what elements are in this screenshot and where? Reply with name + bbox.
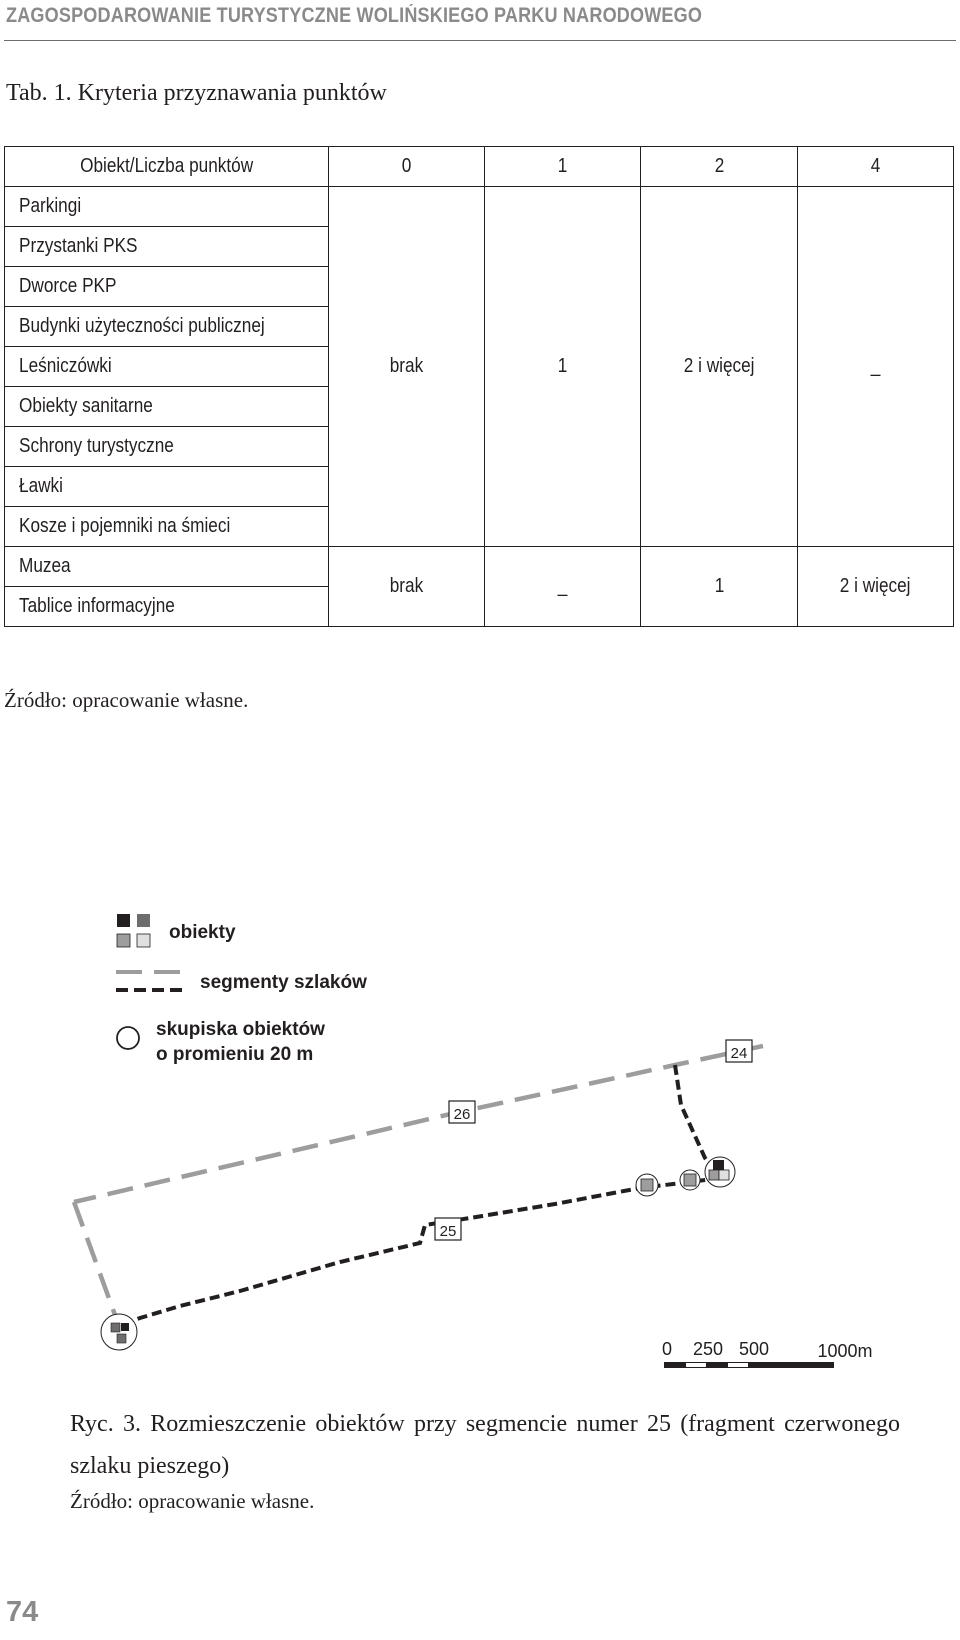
- segment-labels: [435, 1040, 752, 1240]
- figure-caption: Ryc. 3. Rozmieszczenie obiektów przy segmencie numer 25 (fragment czerwonego szlaku pieszego): [70, 1411, 900, 1479]
- object-square-icon: [137, 934, 150, 947]
- page-number: 74: [6, 1596, 39, 1628]
- object-cell: Dworce PKP: [5, 267, 329, 307]
- segment-26-label: 26: [453, 1106, 471, 1123]
- object-square-icon: [137, 914, 150, 927]
- column-header: 2: [641, 147, 797, 187]
- object-cell: Muzea: [5, 547, 329, 587]
- object-square-icon: [117, 934, 130, 947]
- object-square-icon: [111, 1323, 120, 1332]
- object-square-icon: [719, 1170, 729, 1180]
- scale-tick-500: 500: [738, 1339, 770, 1359]
- table-header-row: [5, 147, 954, 187]
- object-cell: Tablice informacyjne: [5, 587, 329, 627]
- object-clusters: [101, 1157, 735, 1350]
- object-cell: Przystanki PKS: [5, 227, 329, 267]
- value-cell: _: [797, 187, 953, 547]
- legend-segments-label: segmenty szlaków: [200, 972, 367, 993]
- value-cell: brak: [328, 547, 484, 627]
- segment-25-trail: [119, 1178, 720, 1326]
- object-cell: Schrony turystyczne: [5, 427, 329, 467]
- legend-clusters-label-2: o promieniu 20 m: [156, 1044, 314, 1065]
- object-square-icon: [121, 1323, 129, 1331]
- criteria-table: [4, 146, 954, 627]
- scale-tick-0: 0: [661, 1339, 673, 1359]
- table-row: [5, 547, 954, 587]
- segment-24-label: 24: [730, 1045, 748, 1062]
- object-square-icon: [709, 1170, 719, 1180]
- column-header: Obiekt/Liczba punktów: [5, 147, 329, 187]
- scale-bar: [662, 1339, 873, 1368]
- object-cell: Budynki użyteczności publicznej: [5, 307, 329, 347]
- object-cell: Ławki: [5, 467, 329, 507]
- scale-tick-250: 250: [692, 1339, 724, 1359]
- value-cell: 2 i więcej: [641, 187, 797, 547]
- value-cell: brak: [328, 187, 484, 547]
- running-head: ZAGOSPODAROWANIE TURYSTYCZNE WOLIŃSKIEGO PARKU NARODOWEGO: [6, 4, 703, 27]
- scale-tick-1000: 1000m: [817, 1341, 873, 1361]
- object-cell: Parkingi: [5, 187, 329, 227]
- object-square-icon: [641, 1179, 653, 1191]
- value-cell: 1: [485, 187, 641, 547]
- legend-clusters-label-1: skupiska obiektów: [156, 1019, 325, 1040]
- legend-objects-label: obiekty: [169, 922, 236, 943]
- column-header: 4: [797, 147, 953, 187]
- map-legend: [116, 914, 367, 1065]
- column-header: 0: [328, 147, 484, 187]
- segment-26-trail: [74, 1046, 763, 1202]
- object-cell: Obiekty sanitarne: [5, 387, 329, 427]
- object-square-icon: [117, 1334, 126, 1343]
- table-source: Źródło: opracowanie własne.: [4, 688, 249, 712]
- scale-bar-segment: [728, 1363, 748, 1367]
- object-cell: Kosze i pojemniki na śmieci: [5, 507, 329, 547]
- table-row: [5, 187, 954, 227]
- value-cell: 1: [641, 547, 797, 627]
- trail-segments: [74, 1046, 763, 1326]
- segment-25-label: 25: [439, 1223, 457, 1240]
- segment-map-figure: [0, 880, 960, 1390]
- value-cell: _: [485, 547, 641, 627]
- table-title: Tab. 1. Kryteria przyznawania punktów: [6, 80, 387, 106]
- segment-west-trail: [74, 1202, 119, 1326]
- value-cell: 2 i więcej: [797, 547, 953, 627]
- object-square-icon: [713, 1160, 724, 1171]
- figure-source: Źródło: opracowanie własne.: [70, 1489, 315, 1513]
- object-square-icon: [684, 1174, 696, 1186]
- column-header: 1: [485, 147, 641, 187]
- scale-bar-segment: [686, 1363, 706, 1367]
- header-rule: [4, 40, 956, 41]
- cluster-circle-icon: [117, 1027, 139, 1049]
- object-square-icon: [117, 914, 130, 927]
- object-cell: Leśniczówki: [5, 347, 329, 387]
